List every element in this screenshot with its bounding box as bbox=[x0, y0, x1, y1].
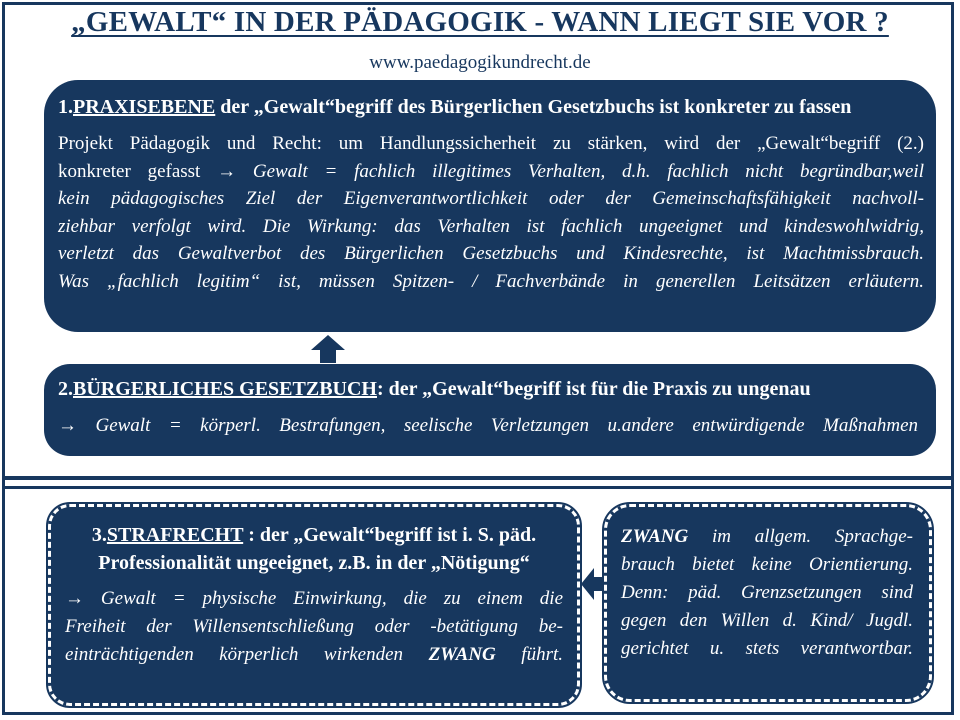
body-line-text: gegen den Willen d. Kind/ Jugdl. bbox=[621, 610, 913, 631]
praxisebene-body bbox=[58, 130, 924, 295]
body-line-text: Was „fachlich legitim“ ist, müssen Spitzen- / Fachverbände in generellen Leitsätzen erläutern. bbox=[58, 270, 924, 292]
bgb-heading bbox=[58, 376, 924, 402]
body-line-text: gerichtet u. stets verantwortbar. bbox=[621, 638, 913, 659]
body-line-text: verletzt das Gewaltverbot des Bürgerlichen Gesetzbuchs und Kindesrechte, ist Machtmissbrauch. bbox=[58, 243, 924, 264]
heading-text: : der „Gewalt“begriff ist für die Praxis zu ungenau bbox=[376, 378, 811, 400]
bgb-box bbox=[44, 364, 936, 456]
zwang-keyword: ZWANG bbox=[428, 644, 496, 665]
praxisebene-box bbox=[44, 80, 936, 332]
body-line bbox=[58, 130, 924, 158]
strafrecht-box bbox=[48, 504, 580, 706]
body-line-text: führt. bbox=[495, 644, 563, 665]
body-line bbox=[65, 641, 563, 669]
body-line-text: Denn: päd. Grenzsetzungen sind bbox=[621, 582, 913, 603]
body-line-text: → Gewalt = körperl. Bestrafungen, seelische Verletzungen u.andere entwürdigende Maßnahmen bbox=[58, 415, 918, 436]
body-line-text: konkreter gefasst → bbox=[58, 160, 253, 182]
section-number: 1. bbox=[58, 96, 73, 118]
body-line-text: einträchtigenden körperlich wirkenden bbox=[65, 644, 429, 665]
body-line-text: kein pädagogisches Ziel der Eigenverantwortlichkeit oder der Gemeinschaftsfähigkeit nachvoll- bbox=[58, 188, 924, 209]
body-line-text: → Gewalt = physische Einwirkung, die zu einem die bbox=[65, 588, 563, 609]
arrow-left-icon bbox=[580, 566, 606, 602]
strafrecht-heading bbox=[65, 521, 563, 577]
heading-keyword: BÜRGERLICHES GESETZBUCH bbox=[73, 378, 377, 400]
divider-line bbox=[2, 486, 954, 489]
body-line bbox=[58, 213, 924, 241]
heading-keyword: PRAXISEBENE bbox=[73, 96, 216, 118]
heading-text: der „Gewalt“begriff des Bürgerlichen Gesetzbuchs ist konkreter zu fassen bbox=[215, 96, 852, 118]
body-line bbox=[621, 523, 913, 551]
website-url: www.paedagogikundrecht.de bbox=[369, 52, 591, 73]
divider-line bbox=[2, 476, 954, 480]
body-line bbox=[58, 240, 924, 268]
page-title: „GEWALT“ IN DER PÄDAGOGIK - WANN LIEGT SIE VOR ? bbox=[71, 6, 889, 38]
section-number: 3. bbox=[91, 524, 107, 546]
body-line bbox=[58, 268, 924, 296]
zwang-body bbox=[621, 523, 913, 663]
body-line-text: brauch bietet keine Orientierung. bbox=[621, 554, 913, 575]
body-line bbox=[58, 158, 924, 186]
zwang-box bbox=[604, 504, 932, 702]
arrow-up-icon bbox=[310, 334, 346, 364]
praxisebene-heading bbox=[58, 94, 924, 120]
section-number: 2. bbox=[58, 378, 73, 400]
body-line-text: Freiheit der Willensentschließung oder -betätigung be- bbox=[65, 616, 563, 637]
strafrecht-body bbox=[65, 585, 563, 669]
heading-keyword: STRAFRECHT bbox=[106, 524, 244, 546]
bgb-body bbox=[58, 412, 924, 440]
body-line-text: im allgem. Sprachge- bbox=[688, 526, 913, 547]
body-line-text: Projekt Pädagogik und Recht: um Handlungssicherheit zu stärken, wird der „Gewalt“begriff (2.) bbox=[58, 133, 924, 154]
heading-text: : der „Gewalt“begriff ist i. S. päd. Professionalität ungeeignet, z.B. in der „Nötigung“ bbox=[98, 524, 537, 574]
zwang-keyword: ZWANG bbox=[621, 526, 689, 547]
body-line-text: ziehbar verfolgt wird. Die Wirkung: das Verhalten ist fachlich ungeeignet und kindeswohlwidrig, bbox=[58, 215, 924, 237]
body-line bbox=[58, 185, 924, 213]
definition-text: Gewalt = fachlich illegitimes Verhalten, d.h. fachlich nicht begründbar,weil bbox=[252, 160, 924, 182]
